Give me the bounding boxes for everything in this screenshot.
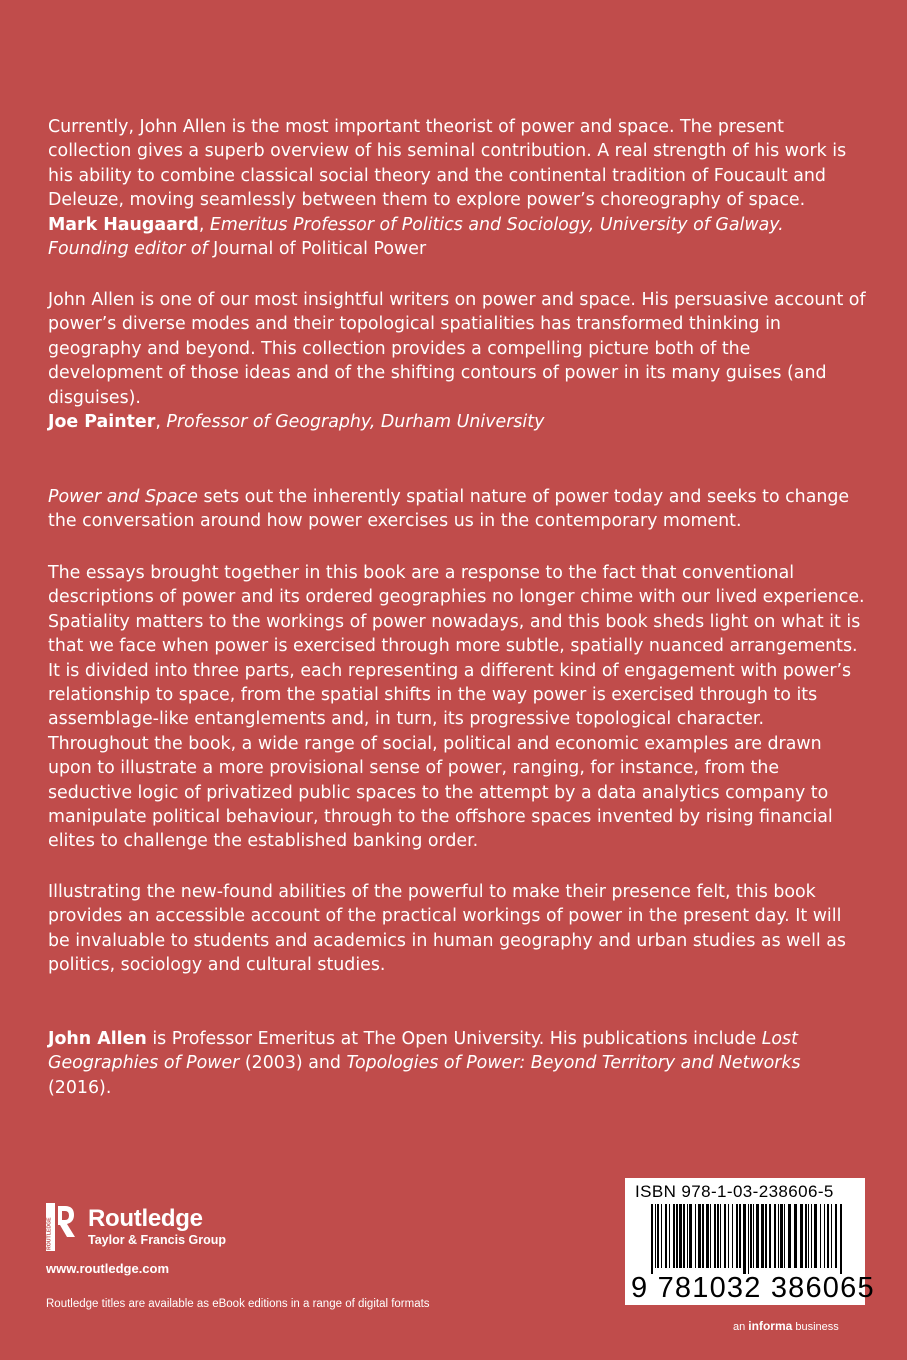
publisher-name: Routledge — [88, 1205, 203, 1232]
barcode-bar — [774, 1204, 776, 1268]
barcode-bar — [824, 1204, 825, 1268]
barcode-bar — [820, 1204, 821, 1268]
intro-text: sets out the inherently spatial nature of power today and seeks to change the conversation around how power exercises us in the contemporary moment. — [48, 487, 850, 532]
barcode-bar — [679, 1204, 682, 1268]
barcode-bar — [794, 1204, 797, 1268]
barcode-bar — [714, 1204, 716, 1268]
endorsement-haugaard — [48, 115, 866, 261]
bio-text: (2016). — [48, 1077, 112, 1098]
barcode-bar — [687, 1204, 688, 1268]
description-audience: Illustrating the new-found abilities of the powerful to make their presence felt, this book provides an accessible account of the practical workings of power in the present day. It will be invaluable to students and academics in human geography and urban studies as well as politics, sociology and cultural studies. — [48, 882, 846, 976]
barcode-bar — [661, 1204, 662, 1268]
barcode-bar — [710, 1204, 711, 1268]
endorsement-author: Mark Haugaard — [48, 214, 199, 235]
barcode-bar — [732, 1204, 733, 1268]
informa-tagline — [733, 1319, 839, 1333]
isbn-barcode-box — [625, 1178, 875, 1305]
endorsement-affiliation: Emeritus Professor of Politics and Sociology, University of Galway. Founding editor of — [48, 214, 784, 260]
endorsement-painter — [48, 288, 866, 434]
barcode-bar — [778, 1204, 779, 1268]
barcode-bar — [657, 1204, 659, 1268]
barcode-bar — [753, 1204, 754, 1268]
logo-spine-text: ROUTLEDGE — [46, 1217, 53, 1250]
barcode-bar — [651, 1204, 653, 1274]
barcode-bar — [736, 1204, 738, 1268]
barcode-bar — [706, 1204, 709, 1268]
barcode-bar — [665, 1204, 667, 1268]
description-intro — [48, 485, 866, 534]
barcode-bar — [720, 1204, 721, 1268]
bio-text: (2003) and — [239, 1053, 347, 1074]
publisher-logo — [46, 1203, 246, 1251]
barcode-bar — [689, 1204, 692, 1268]
barcode-bar — [827, 1204, 829, 1268]
bio-book-1: Lost Geographies of Power — [48, 1029, 798, 1074]
endorsement-quote: Currently, John Allen is the most important theorist of power and space. The present collection gives a superb overview of his seminal contribution. A real strength of his work is his ability to combine classical social theory and the continental tradition of Foucault and Deleuze, moving seamlessly between them to explore power’s choreography of space. — [48, 117, 847, 211]
author-bio — [48, 1027, 866, 1100]
barcode-bar — [676, 1204, 678, 1268]
barcode-bar — [780, 1204, 783, 1268]
barcode-bar — [811, 1204, 812, 1268]
publisher-group: Taylor & Francis Group — [88, 1233, 226, 1247]
barcode-bar — [800, 1204, 803, 1268]
barcode-bar — [655, 1204, 656, 1268]
barcode-bar — [840, 1204, 842, 1274]
barcode-bar — [769, 1204, 771, 1268]
barcode-bar — [765, 1204, 767, 1268]
ebook-note: Routledge titles are available as eBook editions in a range of digital formats — [46, 1298, 430, 1310]
barcode-bar — [748, 1204, 749, 1274]
barcode-bar — [683, 1204, 685, 1268]
barcode-bar — [784, 1204, 785, 1268]
bio-name: John Allen — [48, 1029, 147, 1049]
barcode-bar — [724, 1204, 726, 1268]
barcode-bar — [761, 1204, 764, 1268]
barcode-digits: 9 781032 386065 — [631, 1272, 875, 1304]
description-essays: The essays brought together in this book are a response to the fact that conventional descriptions of power and its ordered geographies no longer chime with our lived experience. Spatiality matters to the workings of power nowadays, and this book sheds light on what it is that we face when power is exercised through more subtle, spatially nuanced arrangements. It is divided into three parts, each representing a different kind of engagement with power’s relationship to space, from the spatial shifts in the way power is exercised through to its assemblage-like entanglements and, in turn, its progressive topological character. Throughout the book, a wide range of social, political and economic examples are drawn upon to illustrate a more provisional sense of power, ranging, for instance, from the seductive logic of privatized public spaces to the attempt by a data analytics company to manipulate political behaviour, through to the offshore spaces invented by rising financial elites to challenge the established banking order. — [48, 563, 865, 852]
barcode-bar — [750, 1204, 752, 1268]
separator: , — [198, 214, 210, 235]
barcode-bar — [808, 1204, 809, 1268]
bio-book-2: Topologies of Power: Beyond Territory and Networks — [346, 1053, 801, 1074]
publisher-website[interactable]: www.routledge.com — [46, 1261, 170, 1276]
informa-brand: informa — [748, 1319, 793, 1333]
informa-prefix: an — [733, 1321, 749, 1333]
barcode-bar — [739, 1204, 741, 1268]
endorsement-affiliation: Professor of Geography, Durham University — [166, 412, 545, 433]
journal-name: Journal of Political Power — [213, 239, 427, 260]
barcode-bar — [728, 1204, 729, 1268]
bio-text: is Professor Emeritus at The Open University. His publications include — [146, 1029, 762, 1049]
barcode-bar — [835, 1204, 837, 1268]
routledge-r-icon — [46, 1203, 76, 1251]
barcode-bar — [756, 1204, 759, 1268]
barcode-bar — [695, 1204, 696, 1268]
barcode-bar — [831, 1204, 832, 1268]
endorsement-author: Joe Painter — [48, 412, 156, 433]
informa-suffix: business — [792, 1321, 839, 1333]
book-title: Power and Space — [48, 487, 198, 507]
barcode-bar — [702, 1204, 704, 1268]
barcode-bar — [805, 1204, 807, 1268]
barcode-bar — [717, 1204, 719, 1268]
barcode-bar — [814, 1204, 817, 1268]
barcode-bar — [669, 1204, 670, 1268]
barcode — [633, 1204, 857, 1274]
barcode-bar — [698, 1204, 701, 1268]
barcode-bar — [743, 1204, 746, 1274]
barcode-bar — [788, 1204, 791, 1268]
endorsement-quote: John Allen is one of our most insightful writers on power and space. His persuasive account of power’s diverse modes and their topological spatialities has transformed thinking in geography and beyond. This collection provides a compelling picture both of the development of those ideas and of the shifting contours of power in its many guises (and disguises). — [48, 290, 866, 408]
separator: , — [155, 412, 167, 433]
isbn-label: ISBN 978-1-03-238606-5 — [635, 1182, 834, 1201]
barcode-bar — [673, 1204, 675, 1268]
